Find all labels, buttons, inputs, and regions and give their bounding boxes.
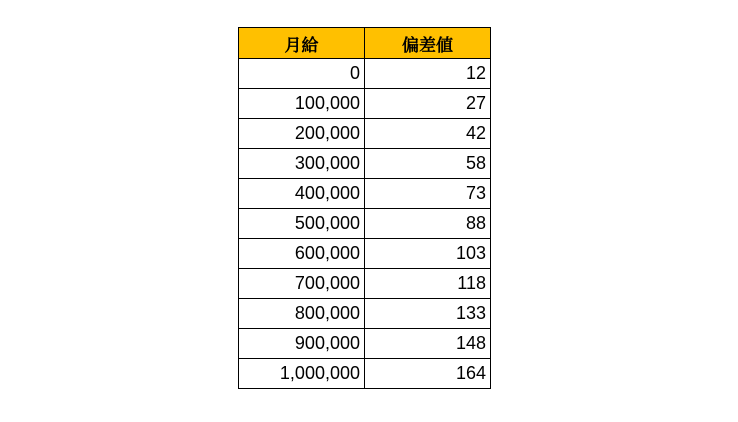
table-row bbox=[239, 209, 491, 239]
table-row bbox=[239, 269, 491, 299]
deviation-cell: 58 bbox=[365, 149, 491, 179]
deviation-cell: 88 bbox=[365, 209, 491, 239]
deviation-cell: 148 bbox=[365, 329, 491, 359]
salary-cell: 300,000 bbox=[239, 149, 365, 179]
deviation-cell: 73 bbox=[365, 179, 491, 209]
table-row bbox=[239, 359, 491, 389]
salary-cell: 500,000 bbox=[239, 209, 365, 239]
table-row bbox=[239, 89, 491, 119]
table-row bbox=[239, 119, 491, 149]
salary-cell: 900,000 bbox=[239, 329, 365, 359]
table-row bbox=[239, 179, 491, 209]
table-row bbox=[239, 149, 491, 179]
salary-deviation-table bbox=[238, 27, 491, 389]
salary-cell: 800,000 bbox=[239, 299, 365, 329]
deviation-cell: 12 bbox=[365, 59, 491, 89]
deviation-cell: 164 bbox=[365, 359, 491, 389]
salary-cell: 200,000 bbox=[239, 119, 365, 149]
table-row bbox=[239, 299, 491, 329]
salary-cell: 600,000 bbox=[239, 239, 365, 269]
table-row bbox=[239, 239, 491, 269]
salary-cell: 1,000,000 bbox=[239, 359, 365, 389]
salary-cell: 0 bbox=[239, 59, 365, 89]
deviation-cell: 118 bbox=[365, 269, 491, 299]
salary-cell: 400,000 bbox=[239, 179, 365, 209]
header-monthly-salary: 月給 bbox=[239, 28, 365, 59]
deviation-cell: 27 bbox=[365, 89, 491, 119]
deviation-cell: 133 bbox=[365, 299, 491, 329]
salary-cell: 100,000 bbox=[239, 89, 365, 119]
table-row bbox=[239, 59, 491, 89]
salary-cell: 700,000 bbox=[239, 269, 365, 299]
table-row bbox=[239, 329, 491, 359]
deviation-cell: 103 bbox=[365, 239, 491, 269]
header-row bbox=[239, 28, 491, 59]
deviation-cell: 42 bbox=[365, 119, 491, 149]
header-deviation-value: 偏差値 bbox=[365, 28, 491, 59]
